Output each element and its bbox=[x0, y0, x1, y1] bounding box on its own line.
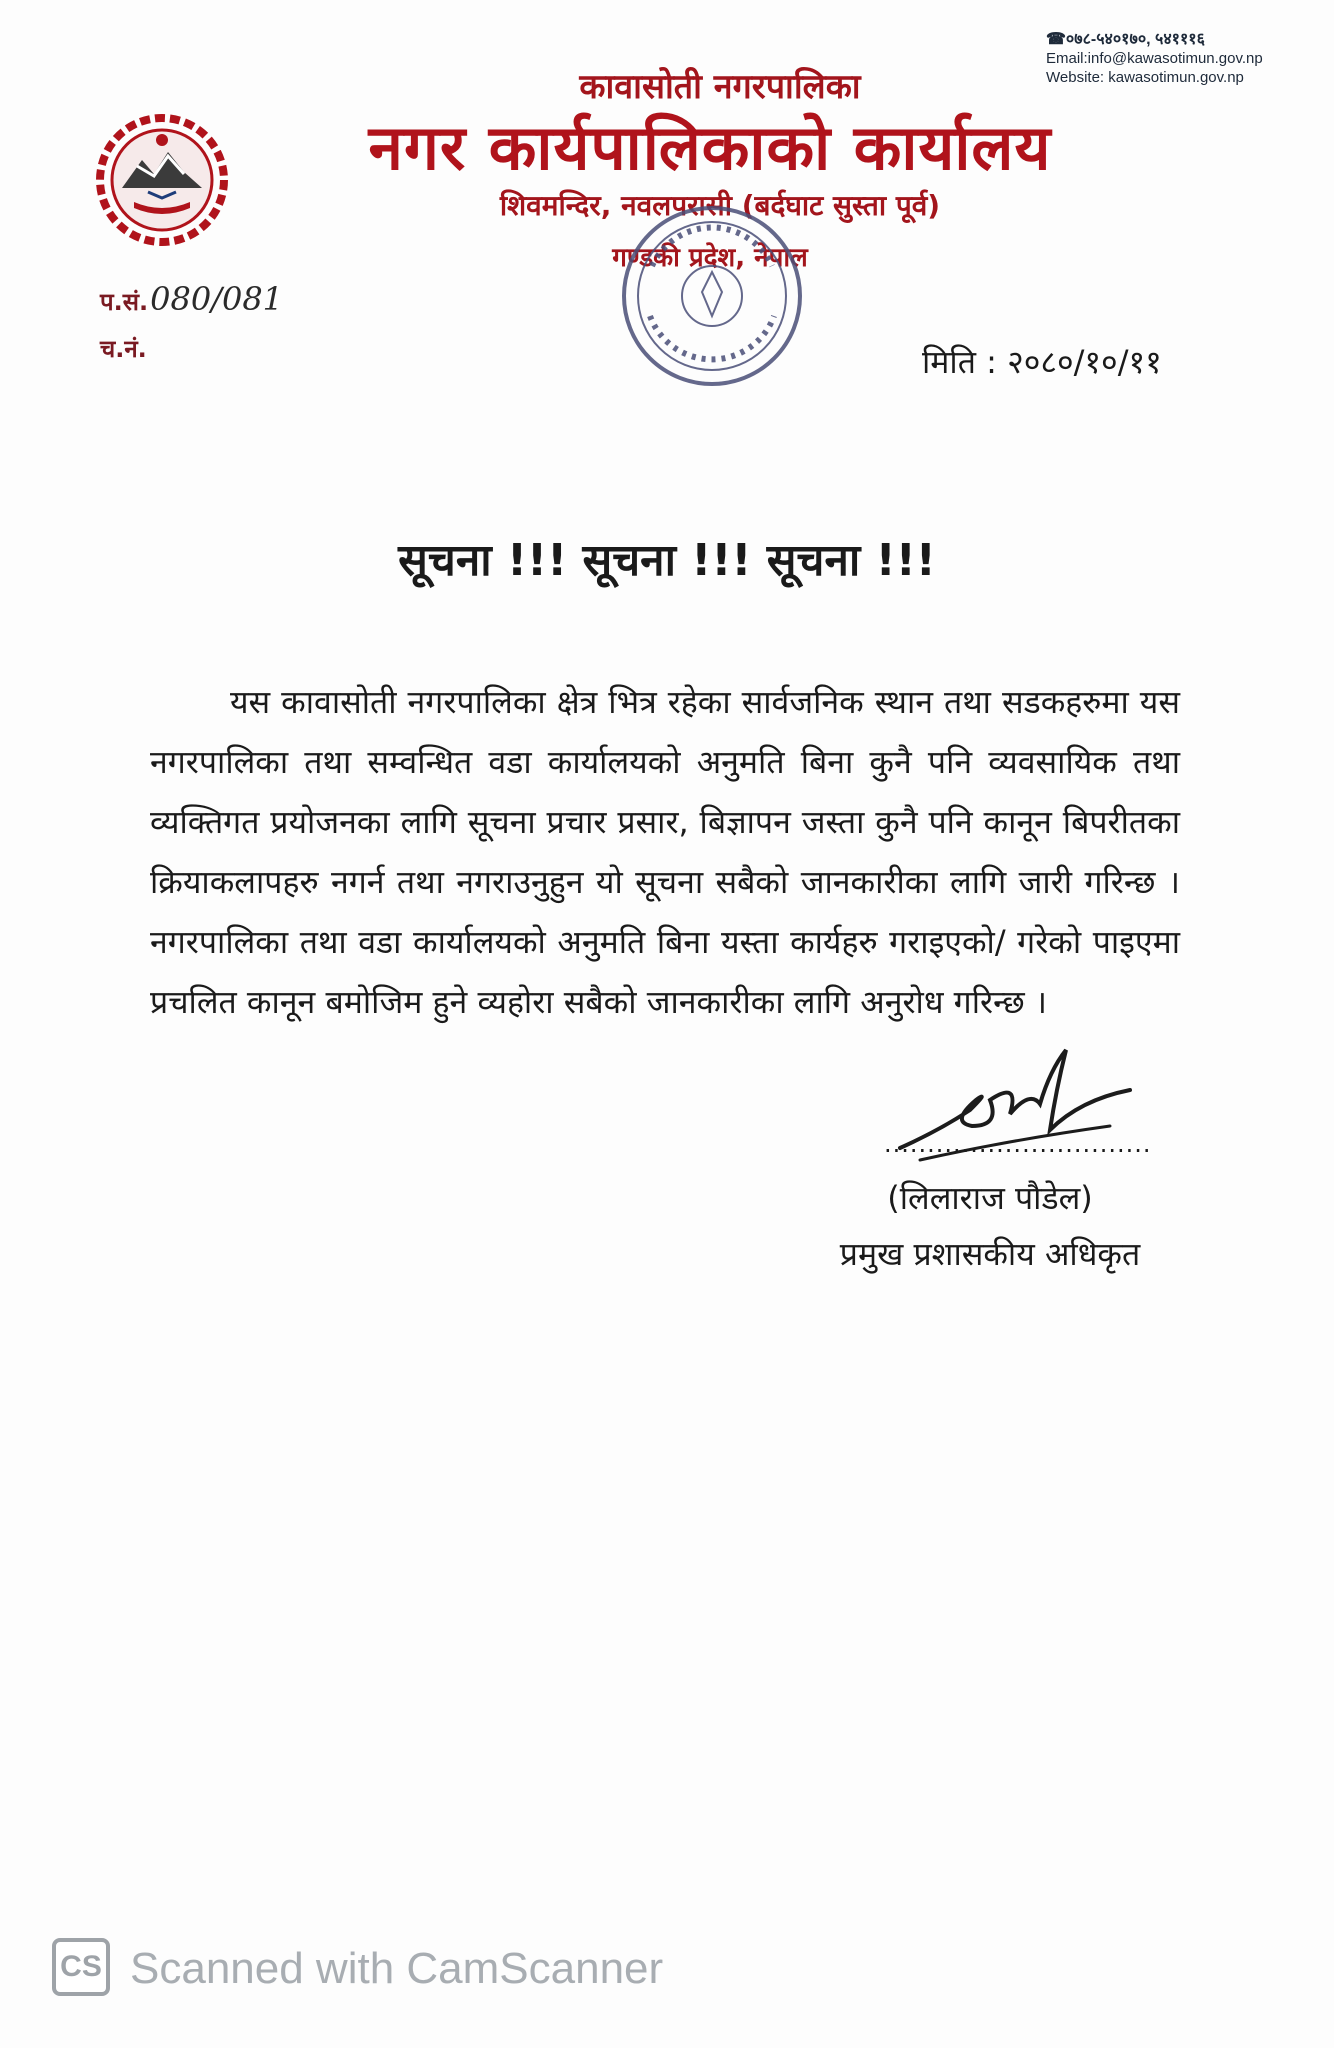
email-address: Email:info@kawasotimun.gov.np bbox=[1046, 50, 1263, 67]
province-line: गण्डकी प्रदेश, नेपाल bbox=[612, 243, 808, 273]
reference-number bbox=[100, 280, 283, 318]
office-title: नगर कार्यपालिकाको कार्यालय bbox=[368, 111, 1052, 184]
signatory-name: (लिलाराज पौडेल) bbox=[887, 1179, 1093, 1217]
ps-value: 080/081 bbox=[150, 280, 284, 318]
phone-number: ☎०७८-५४०१७०, ५४१११६ bbox=[1046, 31, 1205, 48]
municipality-name: कावासोती नगरपालिका bbox=[579, 67, 861, 107]
office-address: शिवमन्दिर, नवलपरासी (बर्दघाट सुस्ता पूर्व) bbox=[499, 189, 941, 222]
contact-block bbox=[1046, 30, 1326, 87]
website-address: Website: kawasotimun.gov.np bbox=[1046, 69, 1244, 86]
official-stamp-icon bbox=[612, 196, 812, 396]
camscanner-logo: CS bbox=[52, 1938, 110, 1996]
issue-date: मिति : २०८०/१०/११ bbox=[922, 343, 1162, 381]
notice-title: सूचना !!! सूचना !!! सूचना !!! bbox=[398, 535, 936, 586]
nepal-emblem-icon bbox=[92, 110, 232, 250]
camscanner-watermark-text: Scanned with CamScanner bbox=[130, 1944, 664, 1993]
signature-line: ............................... bbox=[884, 1130, 1152, 1158]
notice-body: यस कावासोती नगरपालिका क्षेत्र भित्र रहेका सार्वजनिक स्थान तथा सडकहरुमा यस नगरपालिका तथा सम्वन्धित वडा कार्यालयको अनुमति बिना कुनै पनि व्यवसायिक तथा व्यक्तिगत प्रयोजनका लागि सूचना प्रचार प्रसार, बिज्ञापन जस्ता कुनै पनि कानून बिपरीतका क्रियाकलापहरु नगर्न तथा नगराउनुहुन यो सूचना सबैको जानकारीका लागि जारी गरिन्छ । नगरपालिका तथा वडा कार्यालयको अनुमति बिना यस्ता कार्यहरु गराइएको/ गरेको पाइएमा प्रचलित कानून बमोजिम हुने व्यहोरा सबैको जानकारीका लागि अनुरोध गरिन्छ । bbox=[150, 683, 1180, 1021]
dispatch-number-label: च.नं. bbox=[100, 335, 147, 363]
signatory-title: प्रमुख प्रशासकीय अधिकृत bbox=[839, 1235, 1141, 1273]
ps-label: प.सं. bbox=[100, 288, 149, 316]
